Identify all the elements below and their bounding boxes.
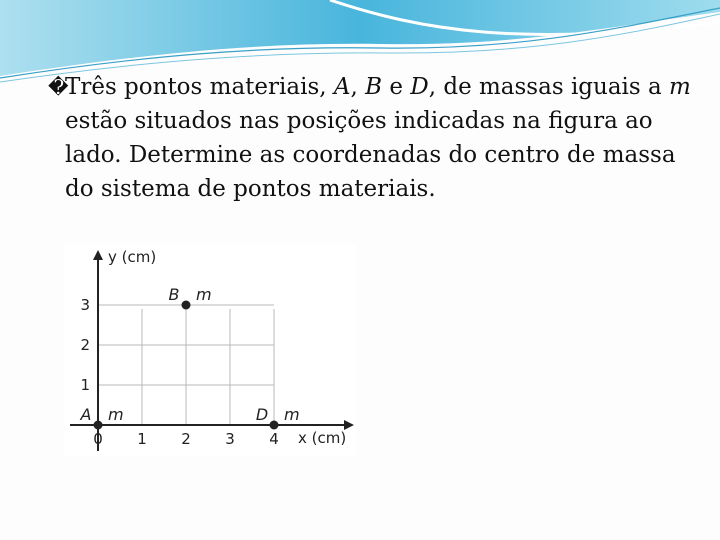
point-name-b: B: [365, 74, 383, 100]
point-label-a: A: [80, 405, 92, 424]
text-sep-2: e: [382, 74, 411, 100]
point-marker-b: [182, 301, 191, 310]
problem-paragraph: [65, 70, 692, 206]
text-part-1: Três pontos materiais,: [65, 74, 334, 100]
point-name-a: A: [333, 74, 351, 100]
text-sep-1: ,: [350, 74, 366, 100]
x-tick-label: 3: [225, 430, 235, 448]
y-axis-label: y (cm): [108, 248, 157, 266]
y-tick-label: 1: [80, 376, 90, 394]
x-axis-label: x (cm): [298, 429, 347, 447]
y-tick-label: 2: [80, 336, 90, 354]
problem-statement: [48, 70, 692, 206]
text-part-2: , de massas iguais a: [428, 74, 662, 100]
x-tick-label: 4: [269, 430, 279, 448]
point-mass-label-b: m: [196, 285, 212, 304]
x-tick-label: 0: [93, 430, 103, 448]
point-mass-label-d: m: [284, 405, 300, 424]
point-name-d: D: [410, 74, 429, 100]
x-tick-label: 2: [181, 430, 191, 448]
y-tick-label: 3: [80, 296, 90, 314]
point-marker-d: [270, 421, 279, 430]
text-part-3: estão situados nas posições indicadas na figura ao lado. Determine as coordenadas do centro de massa do sistema de pontos materiais.: [65, 108, 676, 202]
point-marker-a: [94, 421, 103, 430]
coordinate-figure: [64, 244, 356, 456]
mass-symbol: m: [669, 74, 691, 100]
point-label-d: D: [255, 405, 269, 424]
point-label-b: B: [168, 285, 180, 304]
bullet-glyph: �: [48, 75, 69, 99]
point-mass-label-a: m: [108, 405, 124, 424]
x-tick-label: 1: [137, 430, 147, 448]
